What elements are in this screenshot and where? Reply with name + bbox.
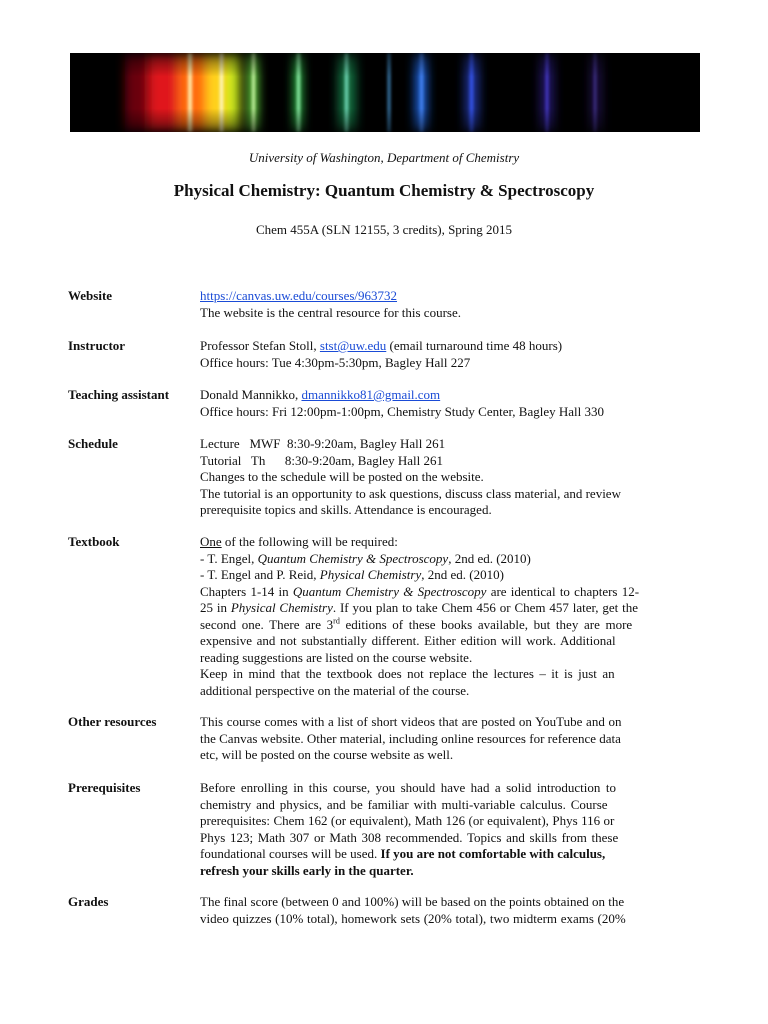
course-info-line: Chem 455A (SLN 12155, 3 credits), Spring 2015 [255, 222, 512, 237]
schedule-tutorial-note-1: The tutorial is an opportunity to ask questions, discuss class material, and review [200, 485, 621, 501]
instructor-name: Professor Stefan Stoll, [200, 338, 320, 353]
prereq-line-2: chemistry and physics, and be familiar with multi-variable calculus. Course [200, 796, 608, 812]
book2-title: Physical Chemistry [319, 567, 422, 582]
resources-line-3: etc, will be posted on the course website as well. [200, 747, 454, 762]
text-run: foundational courses will be used. [200, 846, 381, 861]
website-label: Website [68, 288, 113, 303]
textbook-intro-rest: of the following will be required: [221, 534, 398, 549]
text-run: are identical to chapters 12- [486, 583, 640, 599]
schedule-tutorial: Tutorial Th 8:30-9:20am, Bagley Hall 261 [200, 452, 444, 468]
instructor-email-note: (email turnaround time 48 hours) [386, 338, 563, 353]
book1-title: Quantum Chemistry & Spectroscopy [257, 550, 449, 566]
text-run: second one. There are 3 [200, 616, 334, 632]
website-content [200, 288, 655, 321]
textbook-para-line-3 [200, 617, 655, 634]
textbook-option-2 [200, 567, 655, 584]
grades-content [200, 894, 655, 927]
text-run: Physical Chemistry [230, 600, 333, 615]
ta-content [200, 387, 655, 420]
ta-office-hours: Office hours: Fri 12:00pm-1:00pm, Chemistry Study Center, Bagley Hall 330 [200, 403, 605, 419]
prereq-line-4: Phys 123; Math 307 or Math 308 recommended. Topics and skills from these [200, 829, 619, 845]
textbook-para-line-6: Keep in mind that the textbook does not replace the lectures – it is just an [200, 666, 615, 681]
prereq-line-3: prerequisites: Chem 162 (or equivalent), Math 126 (or equivalent), Phys 116 or [200, 813, 615, 828]
ta-email-link[interactable]: dmannikko81@gmail.com [301, 387, 441, 402]
textbook-intro-one: One [200, 534, 222, 549]
textbook-label: Textbook [68, 534, 120, 549]
textbook-intro [200, 534, 655, 551]
schedule-lecture: Lecture MWF 8:30-9:20am, Bagley Hall 261 [200, 436, 446, 451]
ta-name: Donald Mannikko, [200, 387, 302, 402]
prereq-line-5 [200, 846, 655, 863]
textbook-para-line-4: expensive and not substantially different. Either edition will work. Additional [200, 633, 616, 648]
prereq-line-6: refresh your skills early in the quarter. [200, 862, 414, 878]
textbook-option-1 [200, 551, 655, 568]
text-run: editions of these books available, but they are more [339, 616, 633, 632]
textbook-para-line-1 [200, 584, 655, 601]
document-title: Physical Chemistry: Quantum Chemistry & Spectroscopy [173, 181, 595, 200]
grades-line-1: The final score (between 0 and 100%) will be based on the points obtained on the [200, 894, 625, 909]
ta-label: Teaching assistant [68, 387, 170, 402]
course-website-link[interactable]: https://canvas.uw.edu/courses/963732 [200, 288, 398, 303]
book2-author: - T. Engel and P. Reid, [200, 567, 320, 582]
superscript: rd [333, 616, 340, 626]
instructor-office-hours: Office hours: Tue 4:30pm-5:30pm, Bagley Hall 227 [200, 354, 471, 370]
textbook-para-line-7: additional perspective on the material of the course. [200, 682, 470, 698]
textbook-content [200, 534, 655, 699]
resources-line-2: the Canvas website. Other material, including online resources for reference data [200, 730, 621, 746]
grades-label: Grades [68, 894, 109, 909]
instructor-label: Instructor [68, 338, 126, 353]
textbook-para-line-5: reading suggestions are listed on the course website. [200, 649, 473, 665]
instructor-contact-line [200, 338, 655, 355]
text-run: Quantum Chemistry & Spectroscopy [292, 583, 487, 599]
prereq-content [200, 780, 655, 879]
prereq-line-1: Before enrolling in this course, you should have had a solid introduction to [200, 780, 616, 795]
text-run: . If you plan to take Chem 456 or Chem 457 later, get the [332, 600, 638, 615]
schedule-tutorial-note-2: prerequisite topics and skills. Attendance is encouraged. [200, 502, 492, 517]
resources-label: Other resources [68, 714, 157, 729]
website-note: The website is the central resource for this course. [200, 304, 461, 320]
instructor-content [200, 338, 655, 371]
resources-line-1: This course comes with a list of short videos that are posted on YouTube and on [200, 714, 622, 729]
book1-author: - T. Engel, [200, 550, 258, 566]
book1-edition: , 2nd ed. (2010) [448, 550, 531, 566]
schedule-changes-note: Changes to the schedule will be posted on the website. [200, 469, 484, 484]
prereq-label: Prerequisites [68, 780, 141, 795]
text-run: 25 in [200, 600, 231, 615]
institution-line: University of Washington, Department of Chemistry [248, 150, 520, 165]
book2-edition: , 2nd ed. (2010) [421, 567, 504, 582]
text-run: Chapters 1-14 in [200, 583, 293, 599]
schedule-content [200, 436, 655, 519]
textbook-para-line-2 [200, 600, 655, 617]
schedule-label: Schedule [68, 436, 118, 451]
grades-line-2: video quizzes (10% total), homework sets (20% total), two midterm exams (20% [200, 910, 626, 926]
bold-text-run: If you are not comfortable with calculus, [380, 846, 606, 861]
spectrum-banner-image [70, 53, 700, 132]
resources-content [200, 714, 655, 764]
ta-contact-line [200, 387, 655, 404]
instructor-email-link[interactable]: stst@uw.edu [319, 338, 387, 353]
